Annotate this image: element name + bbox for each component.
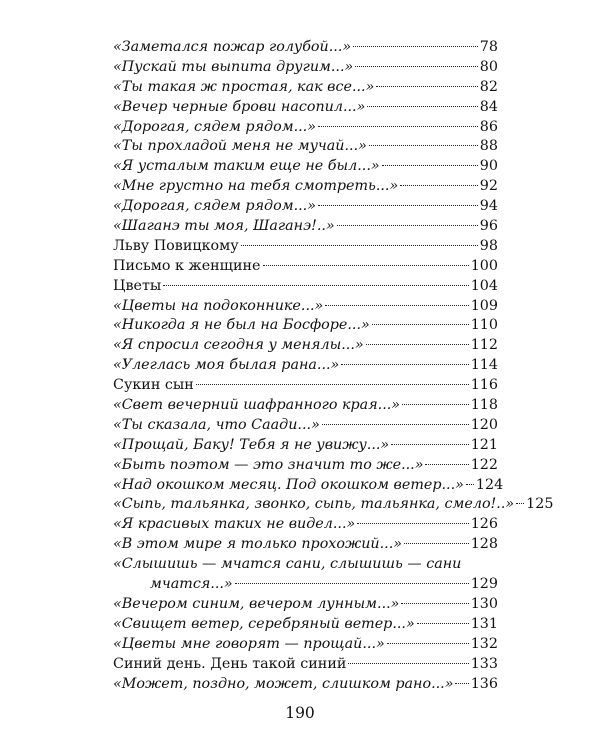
toc-entry-title: «Над окошком месяц. Под окошком ветер...» — [113, 476, 464, 493]
dot-leader — [318, 126, 478, 127]
toc-entry-page: 124 — [475, 476, 504, 493]
toc-entry-page: 125 — [526, 496, 554, 513]
toc-entry — [113, 237, 498, 257]
toc-entry-title: «Может, поздно, может, слишком рано...» — [113, 675, 454, 692]
toc-entry — [113, 78, 498, 98]
toc-entry — [113, 118, 498, 138]
dot-leader — [263, 265, 469, 266]
dot-leader — [353, 46, 478, 47]
toc-entry-wrapped — [113, 555, 498, 595]
toc-entry-title-line1: «Слышишь — мчатся сани, слышишь — сани — [113, 556, 462, 573]
toc-entry — [113, 336, 498, 356]
toc-entry-title: «Сыпь, тальянка, звонко, сыпь, тальянка, смело!..» — [113, 496, 515, 513]
toc-entry-title: «Вечер черные брови насопил...» — [113, 98, 366, 115]
dot-leader — [341, 364, 468, 365]
toc-entry-page: 126 — [470, 516, 498, 533]
toc-entry — [113, 396, 498, 416]
toc-entry — [113, 436, 498, 456]
toc-entry — [113, 655, 498, 675]
toc-entry — [113, 98, 498, 118]
dot-leader — [325, 305, 468, 306]
page-number: 190 — [285, 704, 315, 722]
dot-leader — [372, 324, 469, 325]
toc-entry-title: «Я усталым таким еще не был...» — [113, 158, 380, 175]
toc-entry-page: 116 — [470, 377, 498, 394]
toc-entry-title: Льву Повицкому — [113, 237, 239, 254]
dot-leader — [355, 66, 478, 67]
toc-entry-page: 136 — [470, 675, 498, 692]
toc-entry-title: «Свет вечерний шафранного края...» — [113, 397, 401, 414]
toc-entry-page: 122 — [470, 456, 498, 473]
toc-entry-page: 96 — [479, 218, 498, 235]
toc-entry-page: 90 — [479, 158, 498, 175]
dot-leader — [367, 106, 477, 107]
toc-entry-page: 133 — [470, 655, 498, 672]
toc-entry — [113, 137, 498, 157]
dot-leader — [402, 404, 469, 405]
toc-entry-page: 100 — [470, 257, 498, 274]
dot-leader — [382, 165, 478, 166]
toc-entry-title: «Мне грустно на тебя смотреть...» — [113, 178, 399, 195]
toc-entry — [113, 615, 498, 635]
toc-entry — [113, 257, 498, 277]
toc-entry — [113, 515, 498, 535]
toc-entry-title: «Заметался пожар голубой...» — [113, 39, 352, 55]
toc-entry — [113, 157, 498, 177]
dot-leader — [348, 663, 468, 664]
toc-entry-title: «Улеглась моя былая рана...» — [113, 357, 340, 374]
toc-entry-title: «Цветы на подоконнике...» — [113, 297, 324, 314]
toc-entry — [113, 495, 554, 515]
toc-entry — [113, 356, 498, 376]
toc-entry-page: 130 — [470, 595, 498, 612]
dot-leader — [387, 643, 469, 644]
dot-leader — [401, 603, 468, 604]
toc-entry — [113, 476, 504, 496]
toc-entry-page: 109 — [470, 297, 498, 314]
dot-leader — [516, 503, 524, 504]
toc-entry-title: «Цветы мне говорят — прощай...» — [113, 635, 385, 652]
dot-leader — [235, 583, 469, 584]
toc-entry-page: 114 — [470, 357, 498, 374]
dot-leader — [163, 285, 468, 286]
toc-entry-title: «В этом мире я только прохожий...» — [113, 536, 403, 553]
toc-entry-title: «Шаганэ ты моя, Шаганэ!..» — [113, 218, 335, 235]
toc-entry-title: «Ты прохладой меня не мучай...» — [113, 138, 367, 155]
toc-entry-page: 118 — [470, 397, 498, 414]
toc-entry-title: «Ты сказала, что Саади...» — [113, 416, 320, 433]
toc-entry-page: 98 — [479, 237, 498, 254]
toc-entry-page: 121 — [470, 436, 498, 453]
toc-entry-title: «Дорогая, сядем рядом...» — [113, 198, 316, 215]
toc-entry — [113, 217, 498, 237]
toc-entry-page: 84 — [479, 98, 498, 115]
toc-entry-title: «Пускай ты выпита другим...» — [113, 58, 354, 75]
toc-entry — [113, 277, 498, 297]
toc-entry-page: 131 — [470, 615, 498, 632]
dot-leader — [425, 464, 468, 465]
dot-leader — [455, 683, 468, 684]
toc-entry-page: 78 — [479, 39, 498, 55]
dot-leader — [466, 484, 474, 485]
toc-entry-title: «Дорогая, сядем рядом...» — [113, 118, 316, 135]
toc-entry-title: Письмо к женщине — [113, 257, 261, 274]
toc-entry-page: 110 — [470, 317, 498, 334]
dot-leader — [376, 86, 477, 87]
toc-entry — [113, 297, 498, 317]
dot-leader — [369, 145, 478, 146]
toc-entry — [113, 316, 498, 336]
dot-leader — [417, 623, 469, 624]
dot-leader — [357, 523, 468, 524]
toc-entry-title: «Прощай, Баку! Тебя я не увижу...» — [113, 436, 390, 453]
toc-entry-page: 88 — [479, 138, 498, 155]
toc-entry-page: 104 — [470, 277, 498, 294]
toc-entry-page: 80 — [479, 58, 498, 75]
toc-entry-page: 132 — [470, 635, 498, 652]
dot-leader — [337, 225, 478, 226]
dot-leader — [318, 205, 478, 206]
toc-entry-title: Цветы — [113, 277, 162, 294]
toc-entry — [113, 197, 498, 217]
dot-leader — [241, 245, 478, 246]
toc-entry-page: 94 — [479, 198, 498, 215]
table-of-contents — [113, 38, 554, 694]
toc-entry-page: 82 — [479, 78, 498, 95]
dot-leader — [366, 344, 469, 345]
dot-leader — [404, 543, 469, 544]
dot-leader — [400, 185, 478, 186]
toc-entry — [113, 535, 498, 555]
toc-entry-page: 129 — [470, 576, 498, 593]
dot-leader — [322, 424, 469, 425]
toc-entry-title: «Я красивых таких не видел...» — [113, 516, 356, 533]
toc-entry — [113, 38, 498, 58]
toc-entry — [113, 58, 498, 78]
toc-entry-title: «Вечером синим, вечером лунным...» — [113, 595, 400, 612]
toc-entry — [113, 635, 498, 655]
toc-entry-title: «Никогда я не был на Босфоре...» — [113, 317, 370, 334]
toc-entry-page: 86 — [479, 118, 498, 135]
toc-entry — [113, 376, 498, 396]
toc-entry-title: Сукин сын — [113, 377, 194, 394]
toc-entry-title-line2-row — [113, 575, 498, 595]
dot-leader — [196, 384, 469, 385]
toc-entry — [113, 177, 498, 197]
toc-entry — [113, 456, 498, 476]
toc-entry-title: «Свищет ветер, серебряный ветер...» — [113, 615, 415, 632]
toc-entry-title: «Я спросил сегодня у менялы...» — [113, 337, 364, 354]
toc-entry-title: Синий день. День такой синий — [113, 655, 347, 672]
toc-entry — [113, 675, 498, 695]
toc-entry-title: «Ты такая ж простая, как все...» — [113, 78, 375, 95]
toc-entry-page: 128 — [470, 536, 498, 553]
toc-entry-title: «Быть поэтом — это значит то же...» — [113, 456, 424, 473]
toc-entry-title-line2: мчатся...» — [150, 576, 233, 593]
toc-entry — [113, 416, 498, 436]
toc-entry-page: 112 — [470, 337, 498, 354]
dot-leader — [391, 444, 469, 445]
toc-entry-page: 120 — [470, 416, 498, 433]
toc-entry — [113, 595, 498, 615]
toc-entry-page: 92 — [479, 178, 498, 195]
